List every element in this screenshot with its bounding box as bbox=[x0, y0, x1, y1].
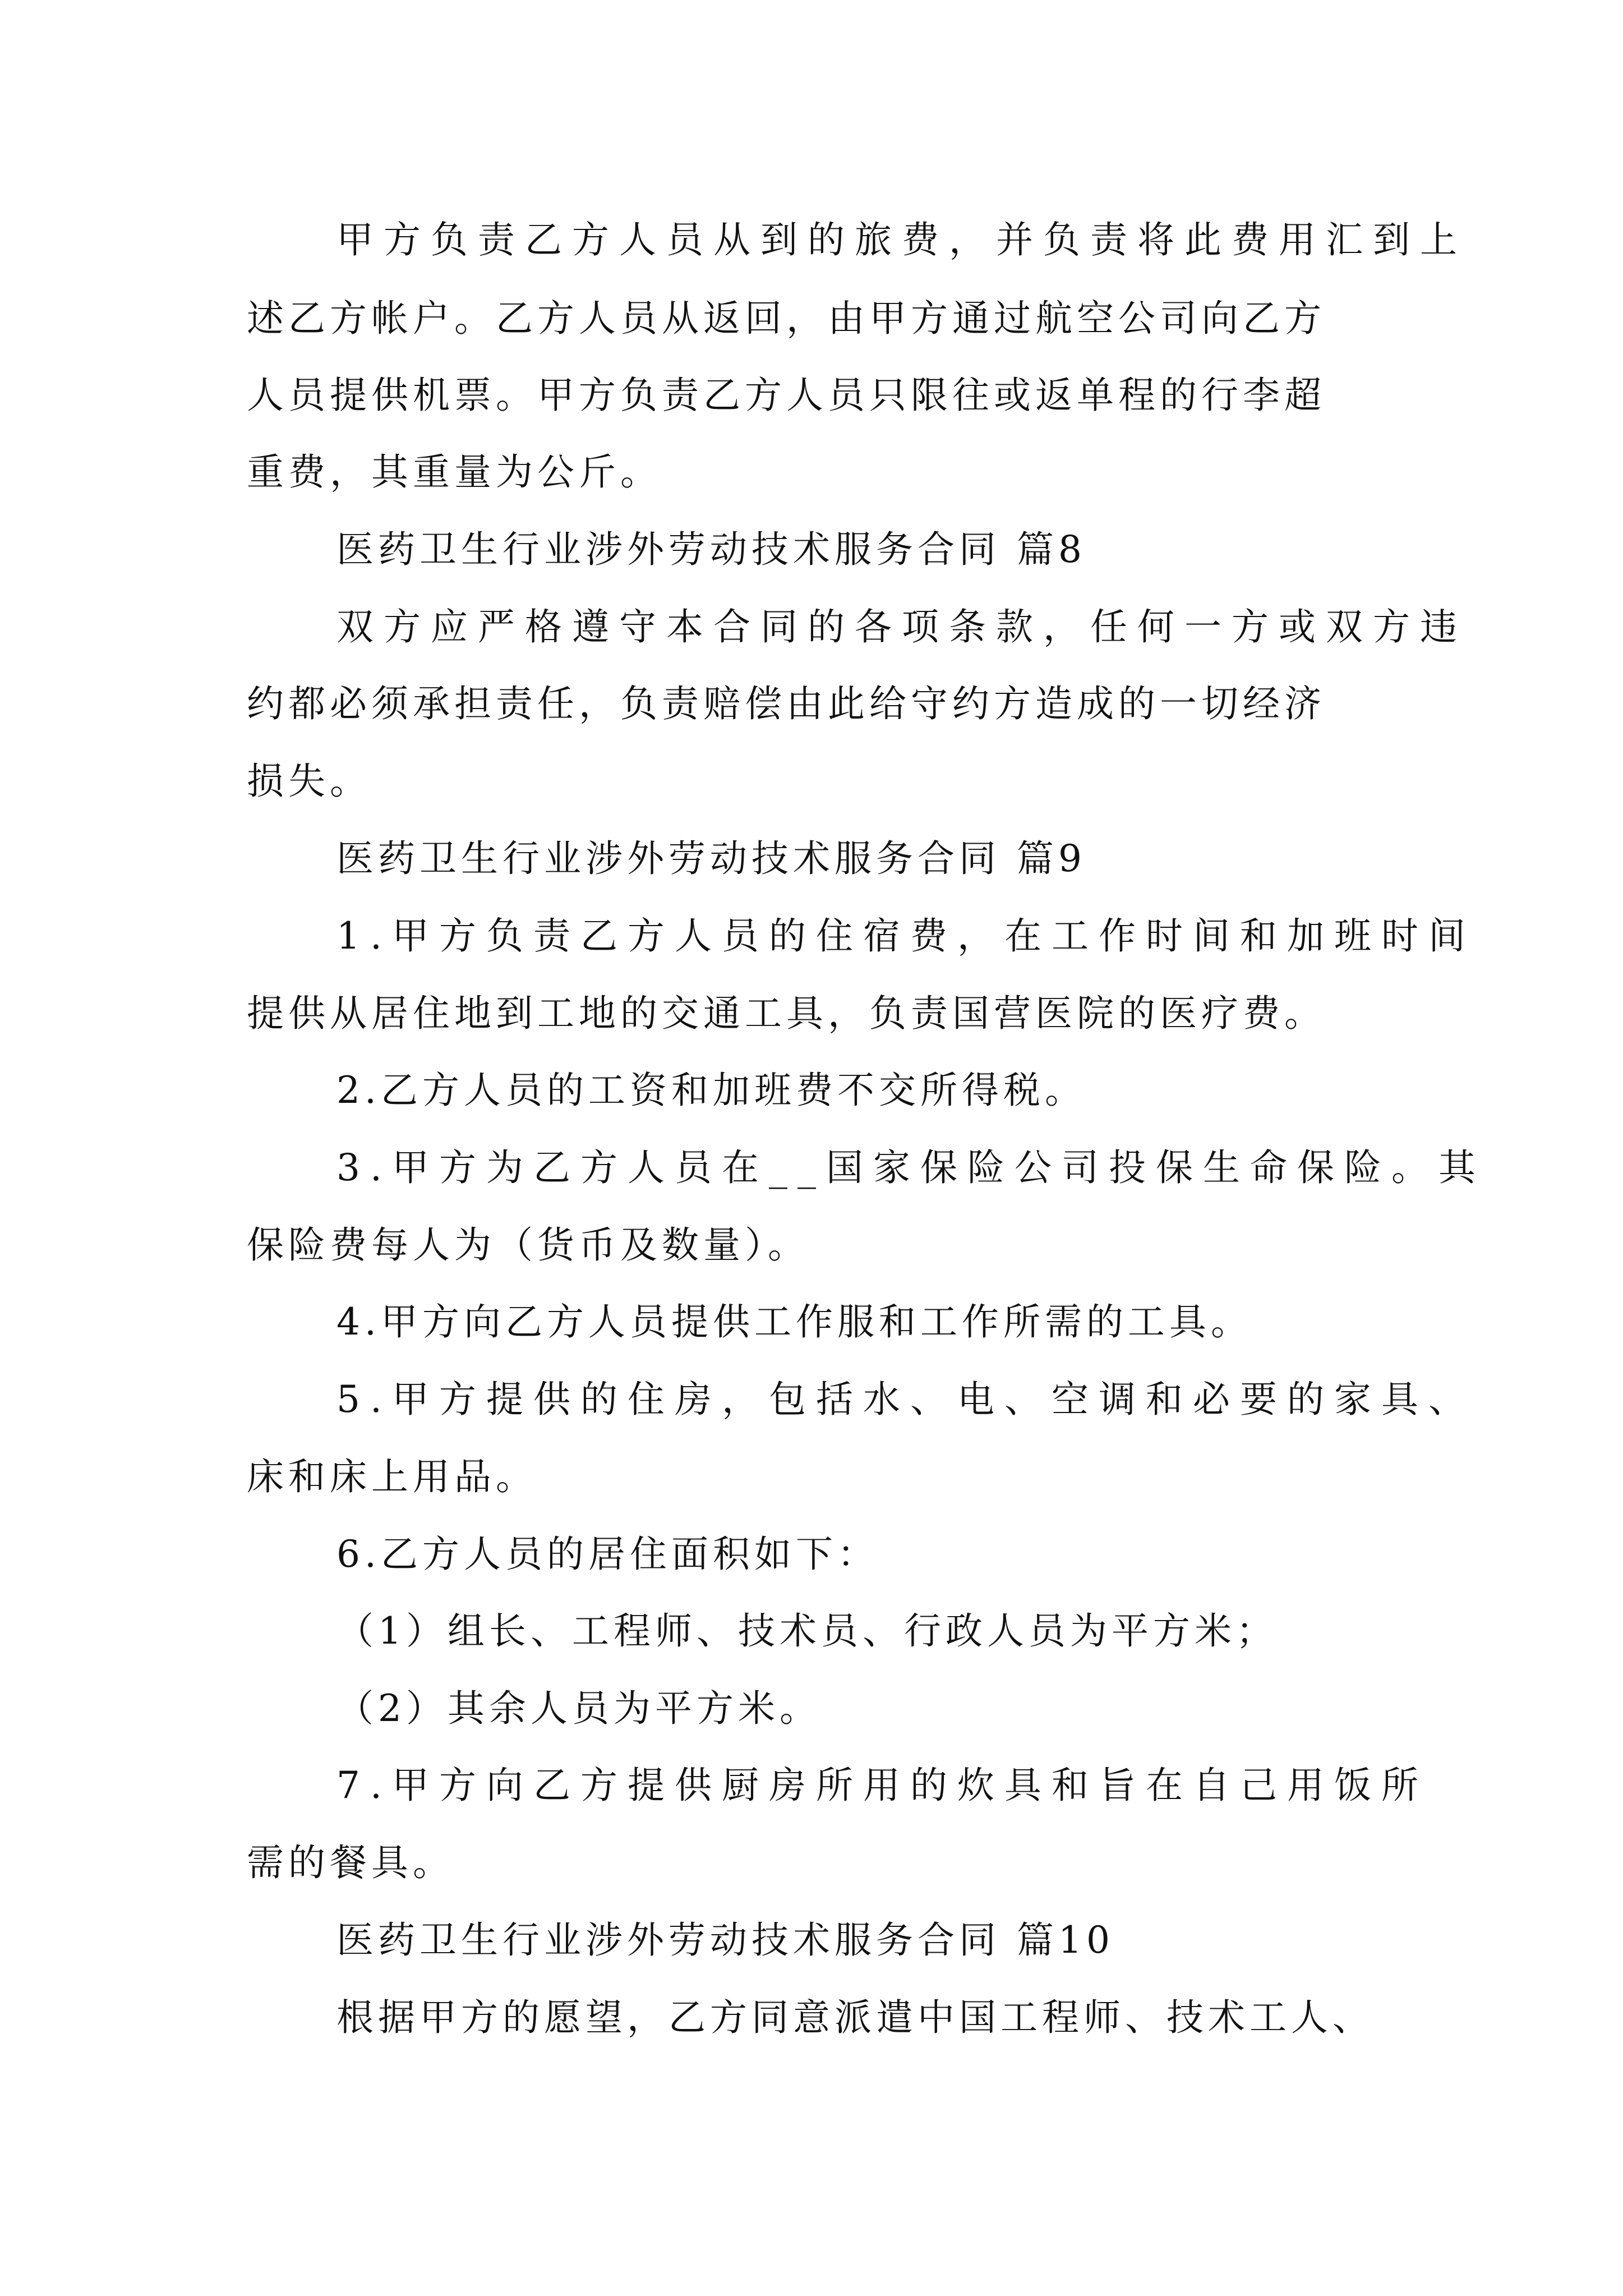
paragraph-line: 5.甲方提供的住房，包括水、电、空调和必要的家具、 bbox=[336, 1378, 1476, 1421]
paragraph-line: 约都必须承担责任，负责赔偿由此给守约方造成的一切经济 bbox=[247, 682, 1326, 725]
paragraph-line: （2）其余人员为平方米。 bbox=[336, 1687, 821, 1730]
paragraph-line: 损失。 bbox=[247, 760, 371, 803]
paragraph-line: （1）组长、工程师、技术员、行政人员为平方米； bbox=[336, 1609, 1278, 1653]
paragraph-line: 人员提供机票。甲方负责乙方人员只限往或返单程的行李超 bbox=[247, 374, 1326, 417]
paragraph-line: 3.甲方为乙方人员在__国家保险公司投保生命保险。其 bbox=[336, 1146, 1486, 1189]
paragraph-line: 1.甲方负责乙方人员的住宿费，在工作时间和加班时间 bbox=[336, 914, 1476, 958]
section-heading: 医药卫生行业涉外劳动技术服务合同 篇9 bbox=[336, 837, 1086, 880]
paragraph-line: 甲方负责乙方人员从到的旅费，并负责将此费用汇到上 bbox=[336, 218, 1467, 261]
section-heading: 医药卫生行业涉外劳动技术服务合同 篇8 bbox=[336, 528, 1086, 571]
paragraph-line: 述乙方帐户。乙方人员从返回，由甲方通过航空公司向乙方 bbox=[247, 297, 1326, 340]
paragraph-line: 重费，其重量为公斤。 bbox=[247, 450, 662, 494]
paragraph-line: 保险费每人为（货币及数量）。 bbox=[247, 1223, 809, 1267]
paragraph-line: 2.乙方人员的工资和加班费不交所得税。 bbox=[336, 1069, 1086, 1112]
paragraph-line: 6.乙方人员的居住面积如下： bbox=[336, 1533, 879, 1576]
paragraph-line: 双方应严格遵守本合同的各项条款，任何一方或双方违 bbox=[336, 605, 1467, 648]
paragraph-line: 需的餐具。 bbox=[247, 1841, 454, 1884]
paragraph-line: 床和床上用品。 bbox=[247, 1455, 537, 1498]
paragraph-line: 提供从居住地到工地的交通工具，负责国营医院的医疗费。 bbox=[247, 992, 1326, 1035]
section-heading: 医药卫生行业涉外劳动技术服务合同 篇10 bbox=[336, 1918, 1114, 1962]
paragraph-line: 7.甲方向乙方提供厨房所用的炊具和旨在自己用饭所 bbox=[336, 1764, 1428, 1807]
paragraph-line: 4.甲方向乙方人员提供工作服和工作所需的工具。 bbox=[336, 1300, 1252, 1343]
paragraph-line: 根据甲方的愿望，乙方同意派遣中国工程师、技术工人、 bbox=[336, 1996, 1374, 2039]
